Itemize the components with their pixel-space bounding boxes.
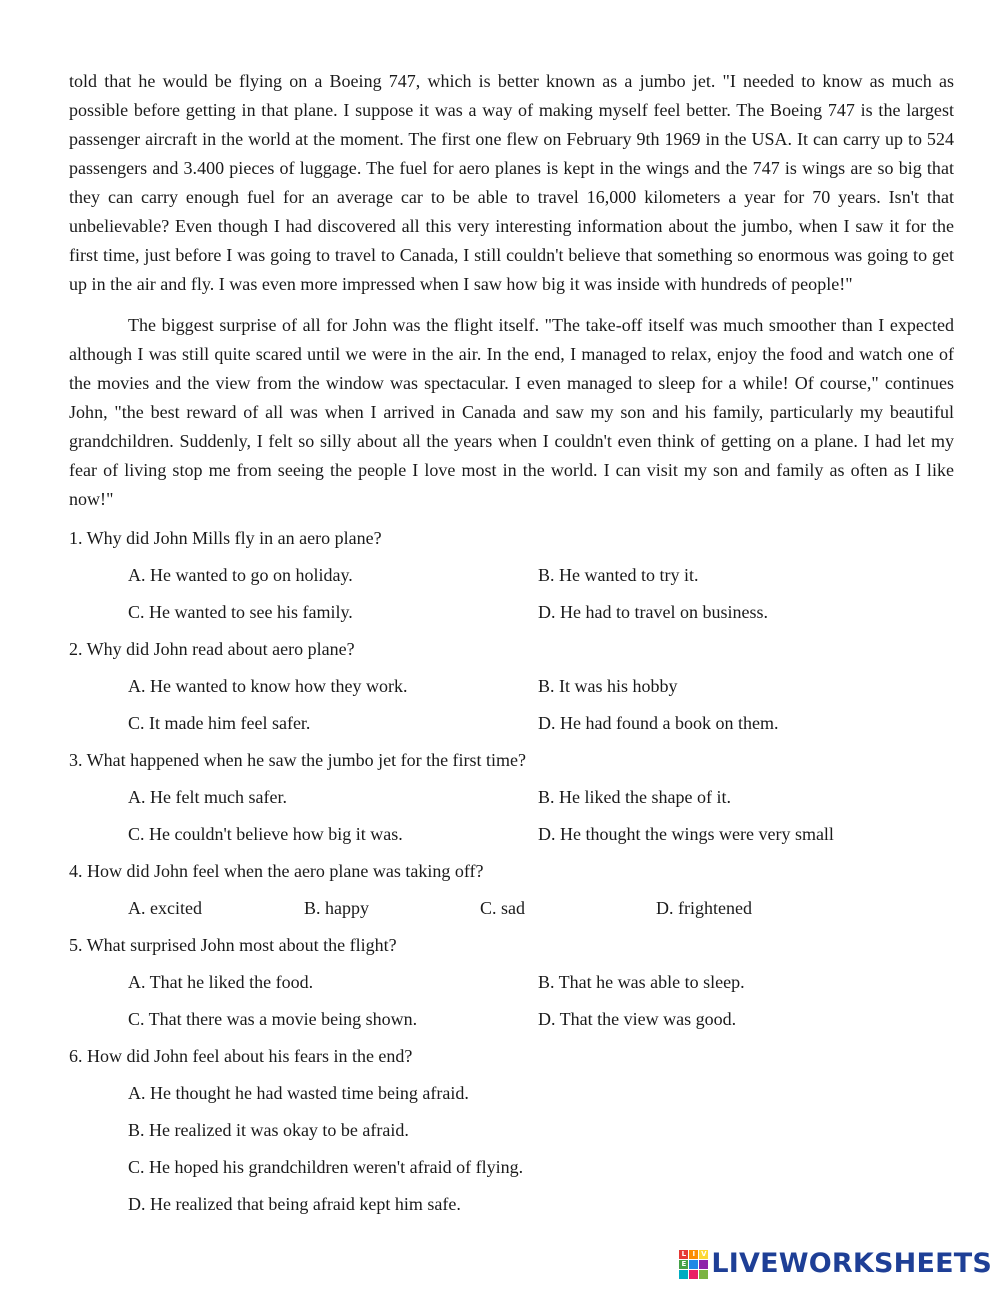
passage-paragraph-1: told that he would be flying on a Boeing 747, which is better known as a jumbo jet. "I needed to know as much as possible before getting in that plane. I suppose it was a way of making myself feel better. The Boeing 747 is the largest passenger aircraft in the world at the moment. The first one flew on February 9th 1969 in the USA. It can carry up to 524 passengers and 3.400 pieces of luggage. The fuel for aero planes is kept in the wings and the 747 is wings are so big that they can carry enough fuel for an average car to be able to travel 16,000 kilometers a year for 70 years. Isn't that unbelievable? Even though I had discovered all this very interesting information about the jumbo, when I saw it for the first time, just before I was going to travel to Canada, I still couldn't believe that something so enormous was going to get up in the air and fly. I was even more impressed when I saw how big it was inside with hundreds of people!"	[69, 71, 954, 294]
logo-mark-cell	[699, 1270, 708, 1279]
option-b[interactable]: B. That he was able to sleep.	[538, 972, 745, 992]
question-text: 5. What surprised John most about the flight?	[69, 935, 397, 955]
option-d[interactable]: D. He realized that being afraid kept him safe.	[128, 1194, 461, 1214]
question-5	[69, 932, 954, 1032]
option-d[interactable]: D. He had found a book on them.	[538, 713, 779, 733]
option-a[interactable]: A. He thought he had wasted time being afraid.	[128, 1083, 469, 1103]
option-c[interactable]: C. He hoped his grandchildren weren't afraid of flying.	[128, 1157, 524, 1177]
question-options	[128, 662, 954, 736]
option-d[interactable]: D. He had to travel on business.	[538, 602, 768, 622]
option-d[interactable]: D. frightened	[656, 898, 752, 918]
option-a[interactable]: A. He wanted to know how they work.	[128, 676, 408, 696]
passage-paragraph-2: The biggest surprise of all for John was the flight itself. "The take-off itself was much smoother than I expected although I was still quite scared until we were in the air. In the end, I managed to relax, enjoy the food and watch one of the movies and the view from the window was spectacular. I even managed to sleep for a while! Of course," continues John, "the best reward of all was when I arrived in Canada and saw my son and his family, particularly my beautiful grandchildren. Suddenly, I felt so silly about all the years when I couldn't even think of getting on a plane. I had let my fear of living stop me from seeing the people I love most in the world. I can visit my son and family as often as I like now!"	[69, 315, 954, 509]
option-c[interactable]: C. That there was a movie being shown.	[128, 1009, 418, 1029]
logo-mark-cell: V	[701, 1249, 707, 1258]
option-b[interactable]: B. happy	[304, 898, 369, 918]
option-b[interactable]: B. He realized it was okay to be afraid.	[128, 1120, 409, 1140]
option-a[interactable]: A. He felt much safer.	[128, 787, 287, 807]
option-b[interactable]: B. He liked the shape of it.	[538, 787, 731, 807]
question-options	[128, 1080, 954, 1217]
logo-mark-icon	[679, 1250, 708, 1279]
option-a[interactable]: A. That he liked the food.	[128, 972, 314, 992]
option-a[interactable]: A. He wanted to go on holiday.	[128, 565, 353, 585]
worksheet-page	[69, 67, 954, 1217]
option-c[interactable]: C. He couldn't believe how big it was.	[128, 824, 403, 844]
question-4	[69, 858, 954, 921]
option-c[interactable]: C. He wanted to see his family.	[128, 602, 353, 622]
logo-mark-cell	[689, 1270, 698, 1279]
question-text: 1. Why did John Mills fly in an aero plane?	[69, 528, 382, 548]
logo-mark-cell: E	[679, 1260, 688, 1269]
question-text: 2. Why did John read about aero plane?	[69, 639, 355, 659]
logo-mark-cell: I	[689, 1250, 698, 1259]
question-6	[69, 1043, 954, 1217]
question-2	[69, 636, 954, 736]
question-options	[128, 884, 954, 921]
option-c[interactable]: C. sad	[480, 898, 525, 918]
question-text: 4. How did John feel when the aero plane was taking off?	[69, 861, 484, 881]
option-d[interactable]: D. He thought the wings were very small	[538, 824, 834, 844]
option-a[interactable]: A. excited	[128, 898, 202, 918]
question-options	[128, 551, 954, 625]
option-b[interactable]: B. It was his hobby	[538, 676, 678, 696]
liveworksheets-logo	[679, 1249, 992, 1279]
option-b[interactable]: B. He wanted to try it.	[538, 565, 699, 585]
question-text: 3. What happened when he saw the jumbo jet for the first time?	[69, 750, 527, 770]
option-c[interactable]: C. It made him feel safer.	[128, 713, 311, 733]
option-d[interactable]: D. That the view was good.	[538, 1009, 737, 1029]
logo-text: LIVEWORKSHEETS	[711, 1248, 992, 1279]
question-1	[69, 525, 954, 625]
logo-mark-cell	[699, 1260, 708, 1269]
question-options	[128, 958, 954, 1032]
logo-mark-cell	[679, 1270, 688, 1279]
logo-mark-cell	[689, 1260, 698, 1269]
question-text: 6. How did John feel about his fears in the end?	[69, 1046, 413, 1066]
question-3	[69, 747, 954, 847]
logo-mark-cell: L	[679, 1250, 688, 1259]
question-options	[128, 773, 954, 847]
